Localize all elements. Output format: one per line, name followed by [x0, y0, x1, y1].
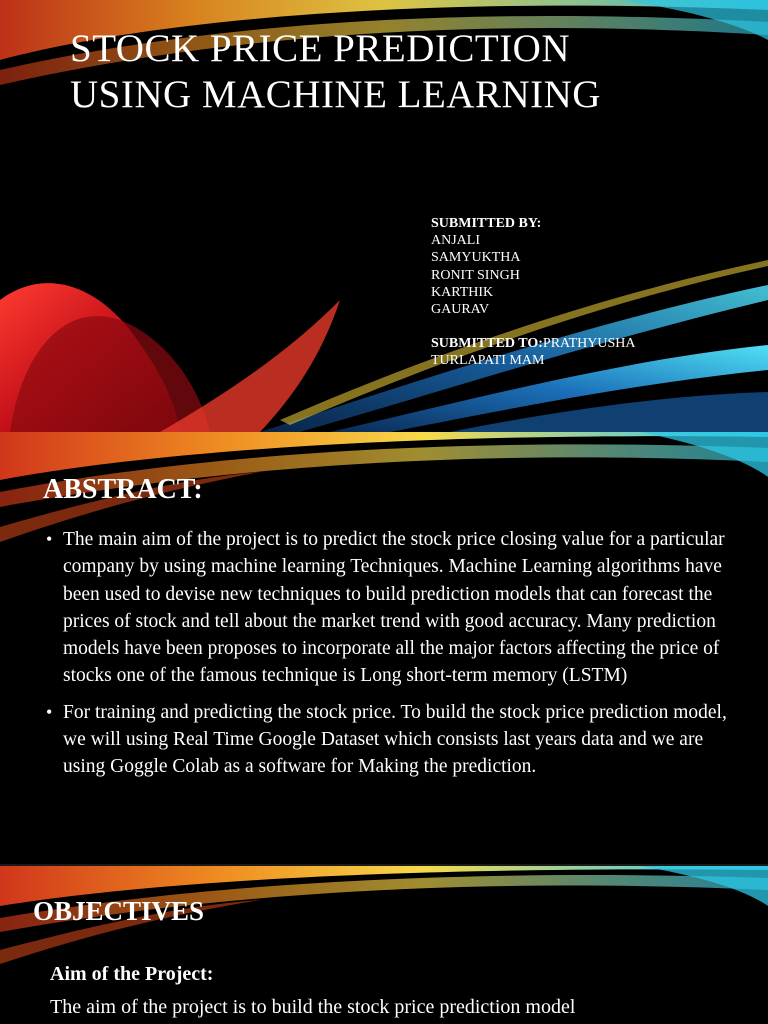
objectives-heading: OBJECTIVES	[33, 896, 205, 926]
abstract-slide	[0, 432, 768, 864]
submitted-to-name: PRATHYUSHA	[542, 336, 636, 352]
submitted-to-label: SUBMITTED TO:	[431, 336, 543, 352]
member-name: KARTHIK	[431, 284, 494, 300]
submitted-by-label: SUBMITTED BY:	[431, 216, 542, 231]
submitted-to-line	[431, 335, 635, 352]
member-name: SAMYUKTHA	[431, 250, 521, 266]
bullet-text: For training and predicting the stock price. To build the stock price prediction model, we will using Real Time Google Dataset which consists last years data and we are using Goggle Colab as a software for Making the prediction.	[63, 701, 727, 778]
bullet-text: The main aim of the project is to predict the stock price closing value for a particular company by using machine learning Techniques. Machine Learning algorithms have been used to devise new techniques to build prediction models that can forecast the prices of stock and tell about the market trend with good accuracy. Many prediction models have been proposes to incorporate all the major factors affecting the price of stocks one of the famous technique is Long short-term memory (LSTM)	[63, 529, 725, 687]
member-name: RONIT SINGH	[431, 267, 520, 283]
spacer	[431, 318, 635, 335]
aim-text: The aim of the project is to build the stock price prediction model	[50, 996, 576, 1018]
bullet-icon: •	[46, 701, 53, 722]
presentation-title	[70, 26, 601, 118]
abstract-bullet-list	[46, 526, 736, 790]
title-slide	[0, 0, 768, 432]
title-line-1: STOCK PRICE PREDICTION	[70, 27, 571, 70]
bullet-icon: •	[46, 529, 53, 549]
member-name: GAURAV	[431, 302, 490, 318]
member-name: ANJALI	[431, 233, 480, 249]
title-line-2: USING MACHINE LEARNING	[70, 73, 601, 116]
abstract-heading: ABSTRACT:	[43, 474, 203, 505]
list-item	[46, 699, 736, 781]
aim-heading: Aim of the Project:	[50, 963, 214, 985]
list-item	[46, 526, 736, 690]
objectives-slide	[0, 866, 768, 1024]
submitted-to-name-continued: TURLAPATI MAM	[431, 353, 545, 369]
submission-details	[431, 215, 635, 370]
